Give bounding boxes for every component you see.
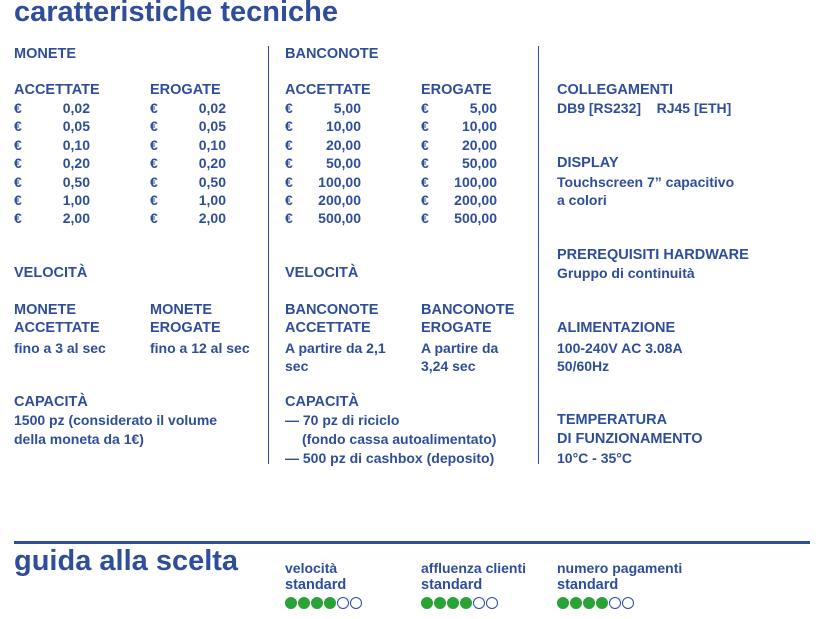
- alimentazione-value1: 100-240V AC 3.08A: [557, 340, 683, 356]
- rating-dot-empty: [473, 597, 485, 609]
- monete-accettate-list: [14, 99, 90, 228]
- guida-item-pagamenti: [557, 560, 682, 609]
- amount-value: 0,10: [198, 136, 226, 153]
- amount-value: 0,05: [198, 118, 226, 135]
- amount-value: 0,20: [62, 155, 90, 172]
- rating-dot-empty: [337, 597, 349, 609]
- amount-value: 1,00: [198, 192, 226, 209]
- currency-symbol: €: [14, 192, 22, 209]
- currency-symbol: €: [285, 100, 293, 116]
- banconote-vel-acc-label2: ACCETTATE: [285, 320, 371, 336]
- currency-symbol: €: [14, 210, 22, 227]
- currency-symbol: €: [285, 192, 293, 209]
- guida-item-label: velocità: [285, 560, 338, 576]
- amount-row: [14, 154, 90, 172]
- banconote-vel-acc-value2: sec: [285, 358, 309, 374]
- currency-symbol: €: [14, 155, 22, 172]
- amount-value: 0,02: [198, 100, 226, 116]
- amount-value: 0,50: [62, 173, 90, 190]
- amount-value: 20,00: [461, 136, 497, 153]
- banconote-velocita-heading: VELOCITÀ: [285, 265, 359, 281]
- amount-row: [421, 209, 497, 227]
- currency-symbol: €: [150, 173, 158, 190]
- column-divider-left: [268, 46, 269, 464]
- amount-value: 100,00: [454, 173, 497, 190]
- currency-symbol: €: [421, 118, 429, 135]
- rating-dots: [285, 597, 362, 609]
- banconote-capacita-line2: (fondo cassa autoalimentato): [302, 431, 497, 447]
- currency-symbol: €: [421, 210, 429, 227]
- amount-row: [285, 136, 361, 154]
- guida-item-value: standard: [285, 577, 347, 593]
- rating-dot-filled: [596, 597, 608, 609]
- temperatura-heading1: TEMPERATURA: [557, 412, 668, 428]
- monete-capacita-line1: 1500 pz (considerato il volume: [14, 412, 218, 428]
- rating-dot-filled: [557, 597, 569, 609]
- currency-symbol: €: [285, 136, 293, 153]
- amount-row: [14, 209, 90, 227]
- guida-item-value: standard: [421, 577, 483, 593]
- column-divider-right: [538, 46, 539, 464]
- amount-row: [285, 173, 361, 191]
- monete-vel-ero-value: fino a 12 al sec: [150, 340, 250, 356]
- monete-accettate-label: ACCETTATE: [14, 82, 100, 98]
- alimentazione-heading: ALIMENTAZIONE: [557, 320, 676, 336]
- rating-dot-filled: [311, 597, 323, 609]
- display-value2: a colori: [557, 192, 607, 208]
- amount-row: [150, 209, 226, 227]
- guida-item-label: numero pagamenti: [557, 560, 683, 576]
- monete-vel-ero-label2: EROGATE: [150, 320, 221, 336]
- collegamenti-heading: COLLEGAMENTI: [557, 82, 673, 98]
- banconote-vel-ero-value1: A partire da: [421, 340, 499, 356]
- rating-dot-filled: [570, 597, 582, 609]
- currency-symbol: €: [150, 100, 158, 116]
- rating-dot-filled: [285, 597, 297, 609]
- currency-symbol: €: [421, 100, 429, 116]
- currency-symbol: €: [150, 118, 158, 135]
- rating-dot-filled: [298, 597, 310, 609]
- amount-value: 0,20: [198, 155, 226, 172]
- rating-dot-filled: [583, 597, 595, 609]
- amount-value: 2,00: [62, 210, 90, 227]
- banconote-erogate-list: [421, 99, 497, 228]
- banconote-erogate-label: EROGATE: [421, 82, 492, 98]
- guida-title: guida alla scelta: [14, 545, 239, 577]
- page-title: caratteristiche tecniche: [14, 0, 338, 28]
- rating-dot-empty: [350, 597, 362, 609]
- amount-row: [14, 191, 90, 209]
- rating-dot-filled: [447, 597, 459, 609]
- banconote-accettate-list: [285, 99, 361, 228]
- amount-value: 500,00: [318, 210, 361, 227]
- monete-erogate-label: EROGATE: [150, 82, 221, 98]
- amount-value: 1,00: [62, 192, 90, 209]
- guida-item-value: standard: [557, 577, 619, 593]
- amount-row: [421, 136, 497, 154]
- section-divider: [14, 541, 810, 544]
- currency-symbol: €: [150, 136, 158, 153]
- rating-dot-empty: [609, 597, 621, 609]
- rating-dot-filled: [421, 597, 433, 609]
- display-value1: Touchscreen 7” capacitivo: [557, 174, 735, 190]
- amount-row: [14, 99, 90, 117]
- amount-row: [150, 173, 226, 191]
- amount-value: 0,10: [62, 136, 90, 153]
- amount-row: [150, 154, 226, 172]
- monete-heading: MONETE: [14, 46, 77, 62]
- monete-capacita-heading: CAPACITÀ: [14, 394, 88, 410]
- amount-value: 100,00: [318, 173, 361, 190]
- monete-vel-acc-label1: MONETE: [14, 302, 77, 318]
- amount-value: 0,05: [62, 118, 90, 135]
- amount-row: [421, 154, 497, 172]
- amount-value: 2,00: [198, 210, 226, 227]
- banconote-vel-ero-label1: BANCONOTE: [421, 302, 515, 318]
- currency-symbol: €: [421, 155, 429, 172]
- rating-dot-empty: [486, 597, 498, 609]
- amount-row: [14, 117, 90, 135]
- amount-row: [14, 136, 90, 154]
- temperatura-value: 10°C - 35°C: [557, 450, 633, 466]
- amount-value: 5,00: [469, 100, 497, 116]
- amount-row: [14, 173, 90, 191]
- banconote-capacita-heading: CAPACITÀ: [285, 394, 359, 410]
- amount-row: [150, 117, 226, 135]
- currency-symbol: €: [150, 192, 158, 209]
- amount-row: [421, 99, 497, 117]
- amount-row: [285, 154, 361, 172]
- amount-row: [150, 99, 226, 117]
- banconote-capacita-line1: — 70 pz di riciclo: [285, 412, 400, 428]
- prereq-value: Gruppo di continuità: [557, 265, 695, 281]
- amount-row: [150, 136, 226, 154]
- rating-dot-filled: [324, 597, 336, 609]
- rating-dot-empty: [622, 597, 634, 609]
- currency-symbol: €: [14, 118, 22, 135]
- monete-velocita-heading: VELOCITÀ: [14, 265, 88, 281]
- collegamenti-value: DB9 [RS232] RJ45 [ETH]: [557, 100, 732, 116]
- currency-symbol: €: [421, 173, 429, 190]
- display-heading: DISPLAY: [557, 155, 619, 171]
- amount-value: 500,00: [454, 210, 497, 227]
- guida-item-velocita: [285, 560, 362, 609]
- amount-row: [421, 173, 497, 191]
- rating-dot-filled: [434, 597, 446, 609]
- amount-value: 10,00: [325, 118, 361, 135]
- alimentazione-value2: 50/60Hz: [557, 358, 610, 374]
- prereq-heading: PREREQUISITI HARDWARE: [557, 247, 749, 263]
- amount-value: 10,00: [461, 118, 497, 135]
- amount-row: [421, 191, 497, 209]
- currency-symbol: €: [421, 192, 429, 209]
- banconote-vel-acc-label1: BANCONOTE: [285, 302, 379, 318]
- banconote-capacita-line3: — 500 pz di cashbox (deposito): [285, 450, 495, 466]
- currency-symbol: €: [14, 100, 22, 116]
- banconote-vel-ero-label2: EROGATE: [421, 320, 492, 336]
- amount-value: 50,00: [325, 155, 361, 172]
- amount-value: 20,00: [325, 136, 361, 153]
- currency-symbol: €: [285, 173, 293, 190]
- currency-symbol: €: [285, 118, 293, 135]
- amount-value: 0,02: [62, 100, 90, 116]
- amount-row: [285, 209, 361, 227]
- currency-symbol: €: [14, 173, 22, 190]
- amount-value: 0,50: [198, 173, 226, 190]
- rating-dot-filled: [460, 597, 472, 609]
- monete-vel-ero-label1: MONETE: [150, 302, 213, 318]
- banconote-accettate-label: ACCETTATE: [285, 82, 371, 98]
- guida-item-label: affluenza clienti: [421, 560, 527, 576]
- currency-symbol: €: [285, 210, 293, 227]
- amount-row: [285, 99, 361, 117]
- monete-erogate-list: [150, 99, 226, 228]
- banconote-vel-acc-value1: A partire da 2,1: [285, 340, 386, 356]
- rating-dots: [421, 597, 526, 609]
- amount-row: [421, 117, 497, 135]
- amount-row: [150, 191, 226, 209]
- amount-value: 200,00: [318, 192, 361, 209]
- banconote-heading: BANCONOTE: [285, 46, 379, 62]
- amount-value: 5,00: [333, 100, 361, 116]
- currency-symbol: €: [285, 155, 293, 172]
- monete-vel-acc-value: fino a 3 al sec: [14, 340, 106, 356]
- monete-capacita-line2: della moneta da 1€): [14, 431, 144, 447]
- amount-value: 50,00: [461, 155, 497, 172]
- amount-row: [285, 191, 361, 209]
- amount-row: [285, 117, 361, 135]
- currency-symbol: €: [421, 136, 429, 153]
- currency-symbol: €: [150, 210, 158, 227]
- temperatura-heading2: DI FUNZIONAMENTO: [557, 431, 703, 447]
- amount-value: 200,00: [454, 192, 497, 209]
- rating-dots: [557, 597, 682, 609]
- currency-symbol: €: [150, 155, 158, 172]
- guida-item-affluenza: [421, 560, 526, 609]
- monete-vel-acc-label2: ACCETTATE: [14, 320, 100, 336]
- currency-symbol: €: [14, 136, 22, 153]
- banconote-vel-ero-value2: 3,24 sec: [421, 358, 476, 374]
